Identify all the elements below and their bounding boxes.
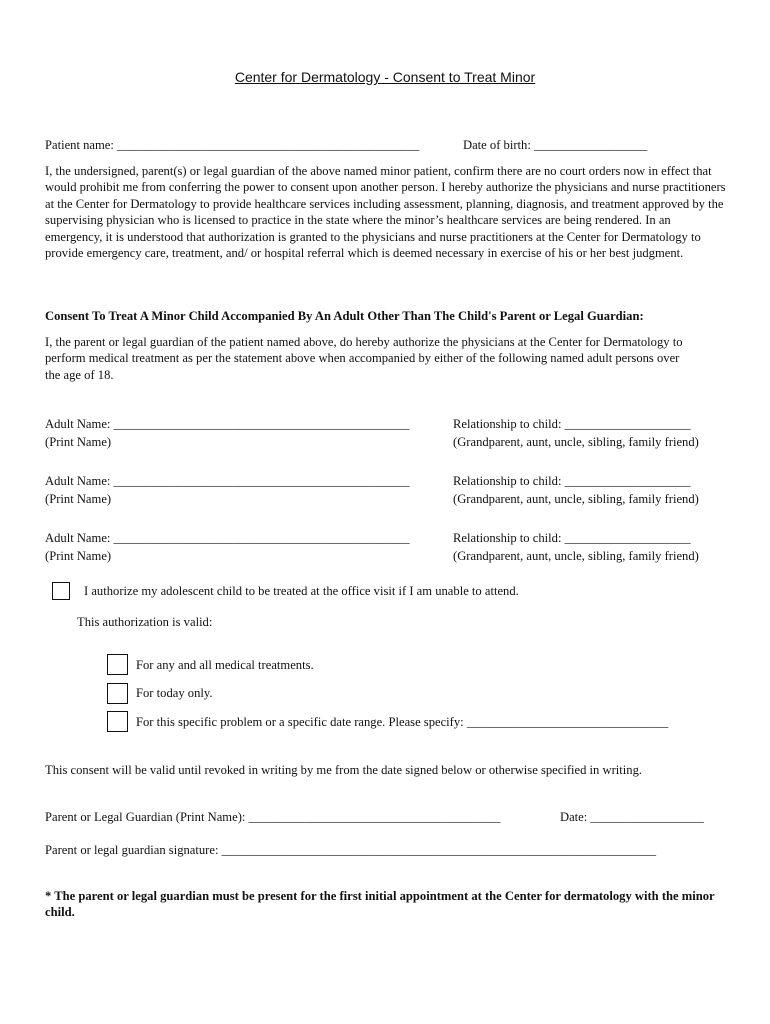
print-name-hint-2: (Print Name): [45, 492, 112, 506]
today-only-label: For today only.: [136, 686, 213, 700]
adult-name-field-1[interactable]: Adult Name: _______________________________________________: [45, 417, 410, 431]
adult-name-field-2[interactable]: Adult Name: _______________________________________________: [45, 474, 410, 488]
intro-paragraph: I, the undersigned, parent(s) or legal guardian of the above named minor patient, confirm there are no court orders now in effect that would prohibit me from conferring the power to consent upon another person. I hereby authorize the physicians and nurse practitioners at the Center for Dermatology to provide healthcare services including assessment, planning, diagnosis, and treatment approved by the supervising physician who is licensed to practice in the state where the minor’s healthcare services are being rendered. In an emergency, it is understood that authorization is granted to the physicians and nurse practitioners at the Center for Dermatology to provide emergency care, treatment, and/ or hospital referral which is deemed necessary in exercise of his or her best judgment.: [45, 164, 726, 261]
today-only-checkbox[interactable]: [107, 683, 128, 704]
relationship-field-3[interactable]: Relationship to child: ____________________: [453, 531, 691, 545]
date-of-birth-field[interactable]: Date of birth: __________________: [463, 138, 648, 152]
relationship-hint-3: (Grandparent, aunt, uncle, sibling, family friend): [453, 549, 699, 563]
section-heading: Consent To Treat A Minor Child Accompanied By An Adult Other Than The Child's Parent or Legal Guardian:: [45, 309, 644, 323]
specific-problem-checkbox[interactable]: [107, 711, 128, 732]
patient-name-field[interactable]: Patient name: ________________________________________________: [45, 138, 420, 152]
authorize-adolescent-label: I authorize my adolescent child to be treated at the office visit if I am unable to attend.: [84, 584, 519, 598]
validity-heading: This authorization is valid:: [77, 615, 213, 629]
guardian-print-name-field[interactable]: Parent or Legal Guardian (Print Name): ________________________________________: [45, 810, 501, 824]
adult-name-field-3[interactable]: Adult Name: _______________________________________________: [45, 531, 410, 545]
page-title: Center for Dermatology - Consent to Treat Minor: [234, 69, 536, 85]
any-treatment-checkbox[interactable]: [107, 654, 128, 675]
guardian-signature-field[interactable]: Parent or legal guardian signature: _____________________________________________________________________: [45, 843, 657, 857]
relationship-field-1[interactable]: Relationship to child: ____________________: [453, 417, 691, 431]
footnote: * The parent or legal guardian must be present for the first initial appointment at the Center for dermatology with the minor child.: [45, 889, 715, 920]
relationship-hint-2: (Grandparent, aunt, uncle, sibling, family friend): [453, 492, 699, 506]
relationship-field-2[interactable]: Relationship to child: ____________________: [453, 474, 691, 488]
specific-problem-field[interactable]: For this specific problem or a specific date range. Please specify: ________________________________: [136, 715, 669, 729]
relationship-hint-1: (Grandparent, aunt, uncle, sibling, family friend): [453, 435, 699, 449]
any-treatment-label: For any and all medical treatments.: [136, 658, 314, 672]
guardian-date-field[interactable]: Date: __________________: [560, 810, 704, 824]
print-name-hint-1: (Print Name): [45, 435, 112, 449]
print-name-hint-3: (Print Name): [45, 549, 112, 563]
consent-validity-text: This consent will be valid until revoked in writing by me from the date signed below or otherwise specified in writing.: [45, 763, 643, 777]
section-paragraph: I, the parent or legal guardian of the patient named above, do hereby authorize the physicians at the Center for Dermatology to perform medical treatment as per the statement above when accompanied by either of the following named adult persons over the age of 18.: [45, 335, 683, 382]
authorize-adolescent-checkbox[interactable]: [52, 582, 70, 600]
